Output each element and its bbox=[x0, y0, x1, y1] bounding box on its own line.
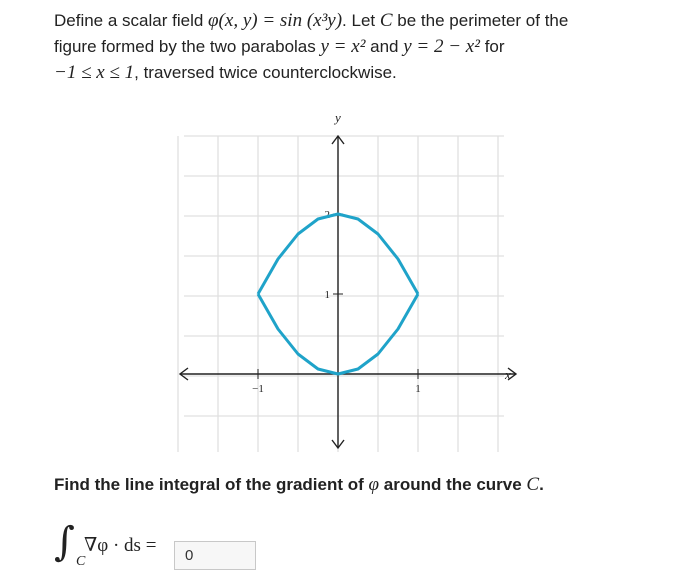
problem-text: Define a scalar field bbox=[54, 11, 204, 30]
x-tick-label: −1 bbox=[252, 383, 264, 395]
integral-subscript: C bbox=[76, 554, 86, 569]
question-period: . bbox=[539, 475, 544, 494]
problem-text: and bbox=[370, 37, 399, 56]
problem-text: , traversed twice counterclockwise. bbox=[134, 63, 397, 82]
question-text bbox=[54, 474, 544, 496]
answer-input[interactable]: 0 bbox=[174, 541, 256, 570]
problem-text: be the perimeter of the bbox=[397, 11, 569, 30]
problem-line-2 bbox=[54, 34, 654, 60]
field-definition: φ(x, y) = sin (x³y) bbox=[208, 10, 343, 31]
parabola-2: y = 2 − x² bbox=[403, 36, 480, 57]
problem-statement bbox=[54, 8, 654, 86]
problem-text: for bbox=[484, 37, 505, 56]
curve-symbol: C bbox=[379, 10, 393, 31]
question-text-part: around the curve bbox=[383, 475, 522, 494]
y-axis-label: y bbox=[335, 110, 341, 125]
x-axis-label: x bbox=[505, 367, 511, 382]
question-text-part: Find the line integral of the gradient of bbox=[54, 475, 364, 494]
problem-text: . Let bbox=[342, 11, 376, 30]
x-tick-label: 1 bbox=[415, 383, 421, 395]
parabola-1: y = x² bbox=[320, 36, 366, 57]
curve-symbol: C bbox=[526, 474, 540, 495]
problem-text: figure formed by the two parabolas bbox=[54, 37, 316, 56]
phi-symbol: φ bbox=[368, 474, 380, 495]
integral-sign: ∫ bbox=[54, 519, 75, 565]
problem-line-1 bbox=[54, 8, 654, 34]
parabola-graph bbox=[172, 108, 524, 452]
problem-line-3 bbox=[54, 60, 654, 86]
y-tick-label: 1 bbox=[324, 289, 330, 301]
integrand: ∇φ · ds = bbox=[84, 535, 157, 556]
y-tick-label: 2 bbox=[324, 209, 330, 221]
interval: −1 ≤ x ≤ 1 bbox=[54, 62, 135, 83]
